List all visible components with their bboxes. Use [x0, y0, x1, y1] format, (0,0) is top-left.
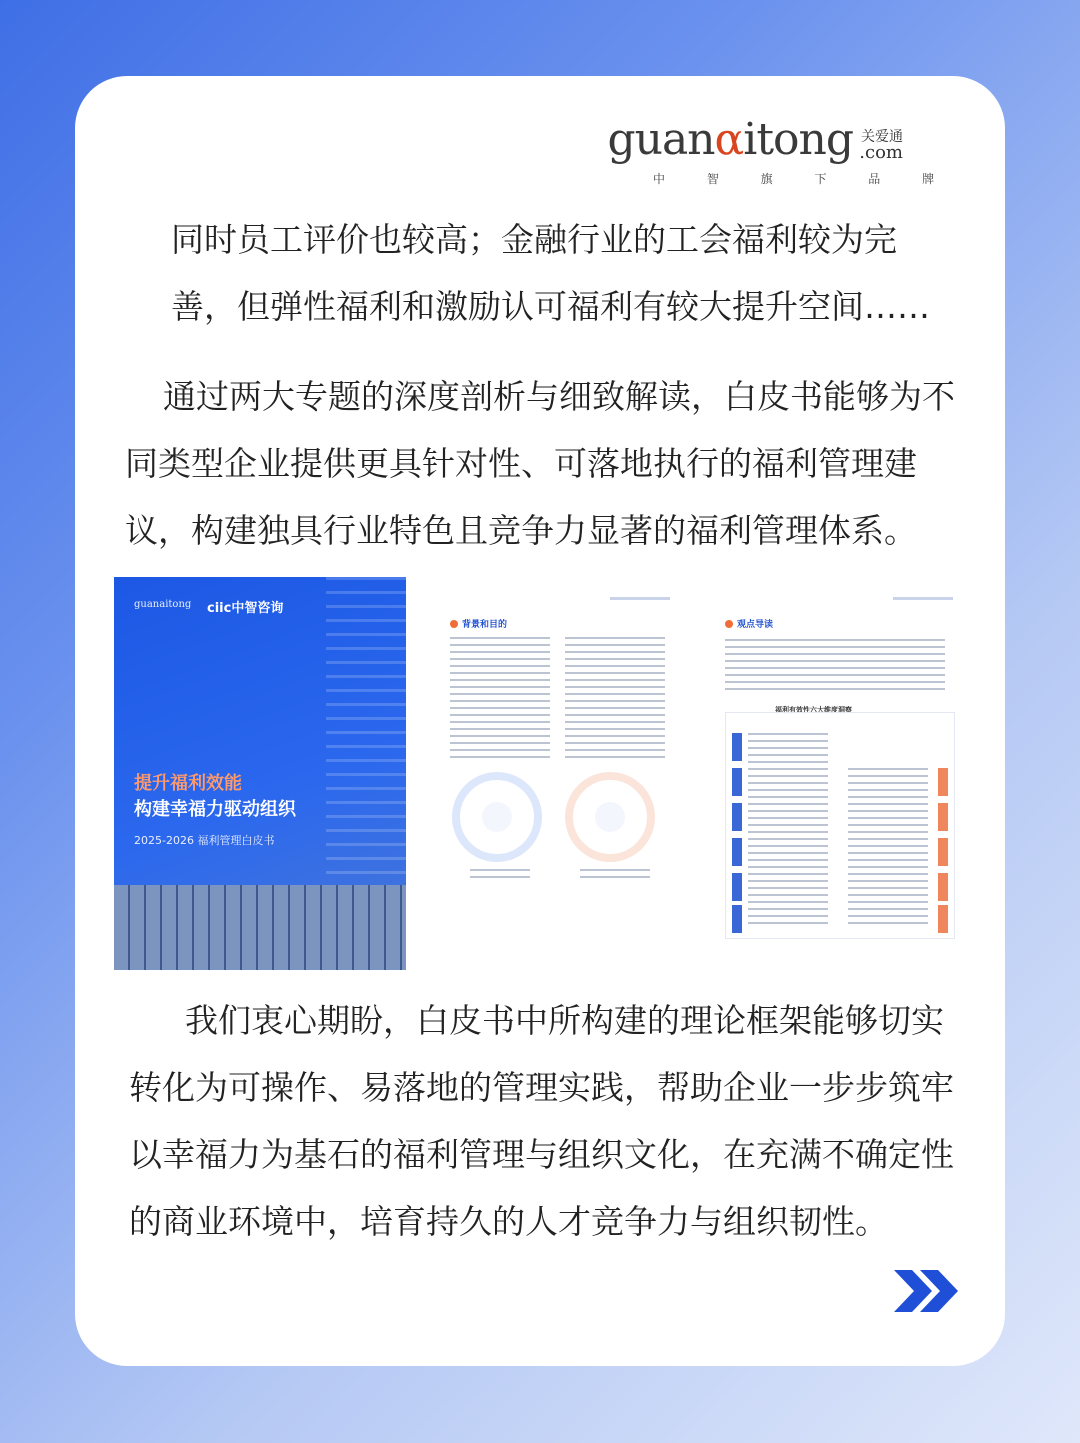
- brand-domain-suffix: .com: [859, 142, 903, 163]
- cover-logo: guanaitong: [134, 599, 192, 610]
- brand-tagline: 中 智 旗 下 品 牌: [653, 171, 954, 186]
- page-header-line: [893, 597, 953, 600]
- page-section-title: 背景和目的: [450, 617, 507, 630]
- report-preview-page-1: [440, 577, 680, 957]
- report-preview-page-2: [715, 577, 963, 957]
- page-section-title: 观点导读: [725, 617, 773, 630]
- paragraph-2: [125, 363, 985, 564]
- chart-title: 福利有效性六大维度洞察: [775, 706, 852, 714]
- paragraph-line: 议，构建独具行业特色且竞争力显著的福利管理体系。: [125, 511, 917, 550]
- paragraph-line: 的商业环境中，培育持久的人才竞争力与组织韧性。: [129, 1202, 888, 1241]
- content-card: [75, 76, 1005, 1366]
- double-chevron-right-icon: [890, 1266, 962, 1316]
- paragraph-line: 善，但弹性福利和激励认可福利有较大提升空间……: [171, 287, 930, 326]
- report-cover-image: [114, 577, 406, 970]
- text-block: [565, 637, 665, 762]
- caption-block: [470, 869, 530, 879]
- diagram-circle: [452, 772, 542, 862]
- text-block: [450, 637, 550, 762]
- paragraph-line: 转化为可操作、易落地的管理实践，帮助企业一步步筑牢: [129, 1068, 954, 1107]
- text-block: [725, 639, 945, 691]
- next-page-button[interactable]: [890, 1266, 962, 1316]
- brand-wordmark: guanαitong: [607, 114, 853, 165]
- diagram-circle: [565, 772, 655, 862]
- paragraph-line: 通过两大专题的深度剖析与细致解读，白皮书能够为不: [163, 377, 955, 416]
- page-header-line: [610, 597, 670, 600]
- paragraph-1: [125, 206, 985, 340]
- brand-cn-name: 关爱通: [861, 129, 903, 145]
- cover-partner-logo: ciic中智咨询: [207, 601, 284, 616]
- paragraph-line: 我们衷心期盼，白皮书中所构建的理论框架能够切实: [185, 1001, 944, 1040]
- cover-title-line1: 提升福利效能: [134, 773, 242, 794]
- building-graphic: [114, 885, 406, 970]
- brand-tagline-row: [653, 169, 954, 187]
- paragraph-3: [125, 987, 985, 1255]
- paragraph-line: 同类型企业提供更具针对性、可落地执行的福利管理建: [125, 444, 917, 483]
- paragraph-line: 同时员工评价也较高；金融行业的工会福利较为完: [171, 220, 897, 259]
- paragraph-line: 以幸福力为基石的福利管理与组织文化，在充满不确定性: [129, 1135, 954, 1174]
- caption-block: [580, 869, 650, 879]
- dimension-chart: [725, 712, 955, 939]
- cover-title-line2: 构建幸福力驱动组织: [134, 799, 296, 820]
- brand-logo: [607, 114, 954, 194]
- cover-subtitle: 2025-2026 福利管理白皮书: [134, 834, 275, 847]
